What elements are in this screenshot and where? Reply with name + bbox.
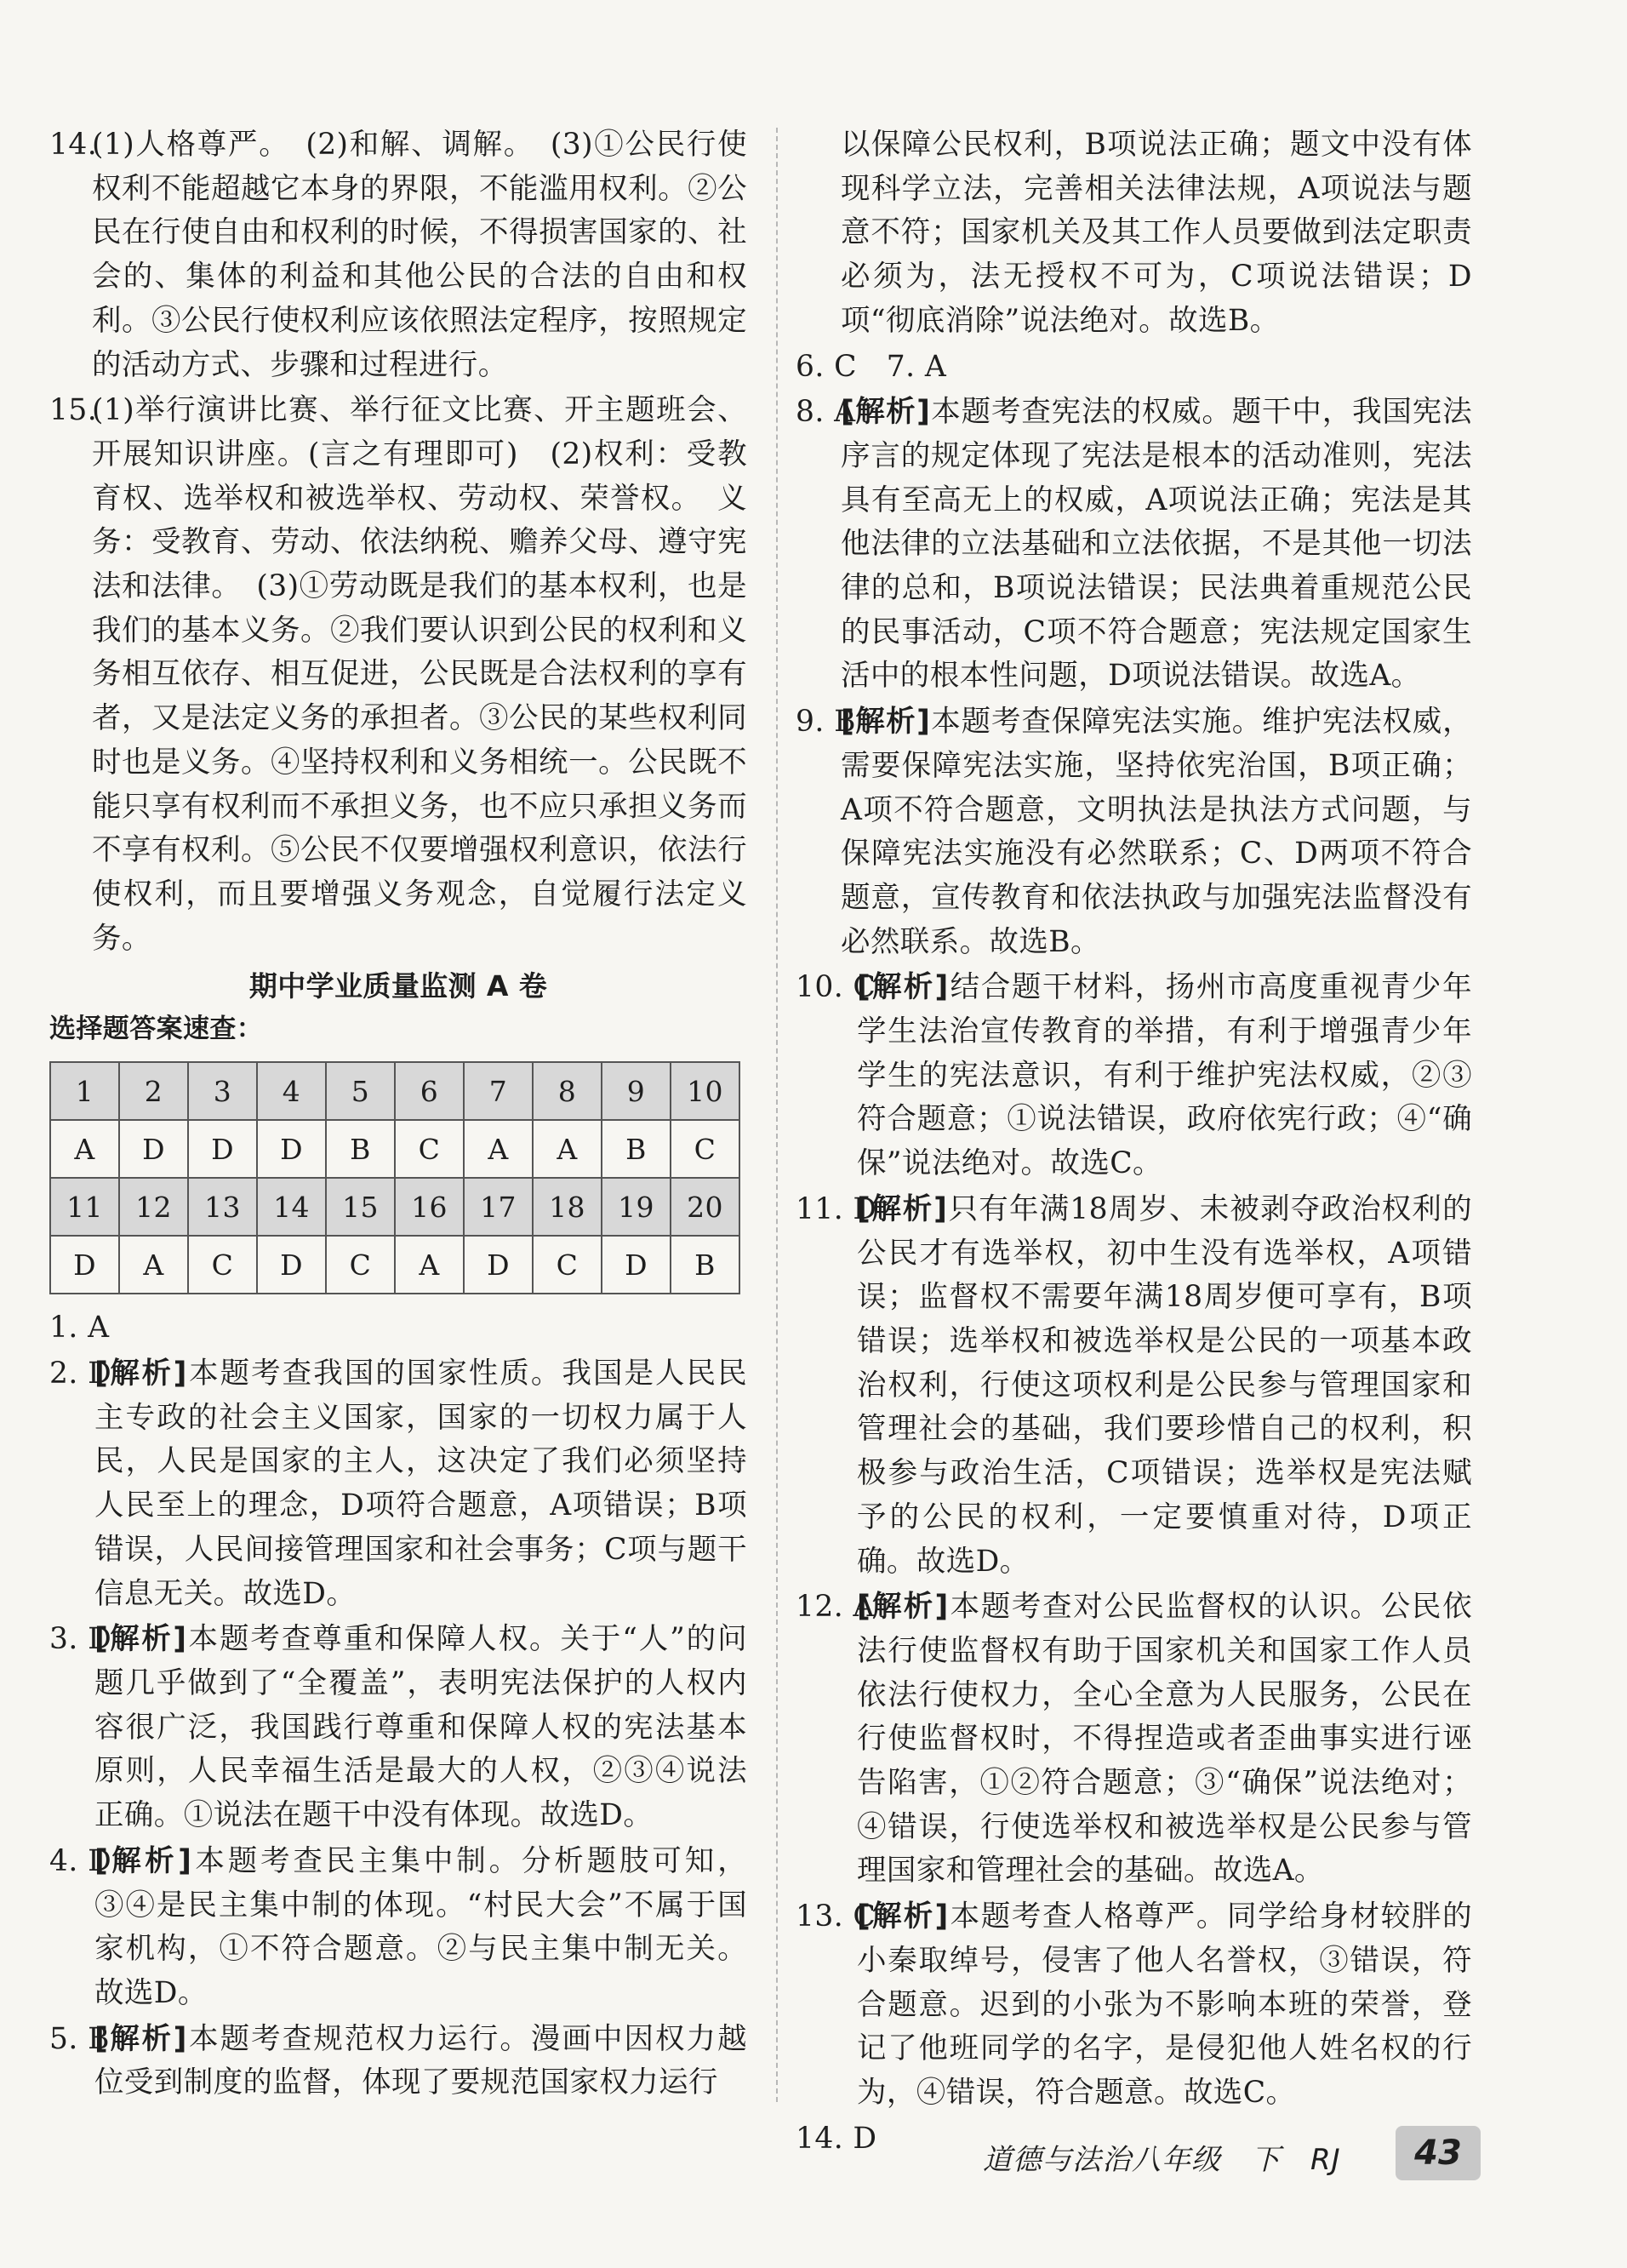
item-text: (1)举行演讲比赛、举行征文比赛、开主题班会、开展知识讲座。(言之有理即可) (2)权利：受教育权、选举权和被选举权、劳动权、荣誉权。 义务：受教育、劳动、依法纳税、赡养父母、遵守宪法和法律。 (3)①劳动既是我们的基本权利，也是我们的基本义务。②我们要认识到公民的权利和义务相互依存、相互促进，公民既是合法权利的享有者，又是法定义务的承担者。③公民的某些权利同时也是义务。④坚持权利和义务相统一。公民既不能只享有权利而不承担义务，也不应只承担义务而不享有权利。⑤公民不仅要增强权利意识，依法行使权利，而且要增强义务观念，自觉履行法定义务。 [92,393,747,956]
page-number: 43 [1396,2126,1481,2180]
table-cell: D [464,1236,533,1294]
answer-table [49,1061,740,1294]
table-cell: 13 [188,1178,257,1236]
table-cell: 1 [50,1062,119,1120]
answer-item-13 [796,1895,1472,2116]
table-cell: D [119,1120,188,1178]
item-text [857,1895,1472,2116]
item-text [857,1585,1472,1894]
table-cell: D [188,1120,257,1178]
answer-item-2 [49,1352,747,1616]
analysis-text: 本题考查我国的国家性质。我国是人民民主专政的社会主义国家，国家的一切权力属于人民，人民是国家的主人，这决定了我们必须坚持人民至上的理念，D项符合题意，A项错误；B项错误，人民间接管理国家和社会事务；C项与题干信息无关。故选D。 [94,1357,747,1611]
item-text [841,391,1472,699]
answer-item-14-right: 14. D [796,2121,877,2156]
table-cell: 20 [671,1178,739,1236]
answer-item-5 [49,2018,747,2105]
answer-item-11 [796,1188,1472,1584]
table-cell: B [602,1120,671,1178]
item-number: 4. D [49,1843,112,1878]
analysis-text: 本题考查规范权力运行。漫画中因权力越位受到制度的监督，体现了要规范国家权力运行 [94,2021,747,2100]
item-number: 10. C [796,970,876,1005]
table-cell: 6 [395,1062,464,1120]
table-cell: 4 [257,1062,326,1120]
item-text [94,2018,747,2105]
analysis-tag: [解析] [841,395,931,430]
table-cell: 3 [188,1062,257,1120]
answer-item-10 [796,966,1472,1186]
item-number: 13. C [796,1900,876,1934]
left-column [49,123,747,2107]
table-cell: C [671,1120,739,1178]
answer-item-14 [49,123,747,387]
analysis-tag: [解析] [857,1900,950,1934]
item-number: 14. [49,128,98,162]
answer-item-8 [796,391,1472,699]
table-cell: D [257,1236,326,1294]
table-cell: 8 [533,1062,602,1120]
table-cell: C [533,1236,602,1294]
item-number: 15. [49,393,98,428]
right-column [796,123,1472,2162]
table-cell: A [464,1120,533,1178]
table-cell: A [395,1236,464,1294]
item-number: 11. D [796,1191,877,1226]
table-cell: 17 [464,1178,533,1236]
table-cell: 16 [395,1178,464,1236]
table-cell: 18 [533,1178,602,1236]
table-cell: 11 [50,1178,119,1236]
item-text: 以保障公民权利，B项说法正确；题文中没有体现科学立法，完善相关法律法规，A项说法与题意不符；国家机关及其工作人员要做到法定职责必须为，法无授权不可为，C项说法错误；D项“彻底消除”说法绝对。故选B。 [841,128,1472,338]
table-cell: 15 [326,1178,395,1236]
table-row [50,1178,739,1236]
item-number: 2. D [49,1357,112,1391]
analysis-tag: [解析] [857,1191,948,1226]
analysis-text: 本题考查宪法的权威。题干中，我国宪法序言的规定体现了宪法是根本的活动准则，宪法具有至高无上的权威，A项说法正确；宪法是其他法律的立法基础和立法依据，不是其他一切法律的总和，B项说法错误；民法典着重规范公民的民事活动，C项不符合题意；宪法规定国家生活中的根本性问题，D项说法错误。故选A。 [841,395,1472,694]
analysis-text: 本题考查对公民监督权的认识。公民依法行使监督权有助于国家机关和国家工作人员依法行使权力，全心全意为人民服务，公民在行使监督权时，不得捏造或者歪曲事实进行诬告陷害，①②符合题意；③“确保”说法绝对；④错误，行使选举权和被选举权是公民参与管理国家和管理社会的基础。故选A。 [857,1590,1472,1888]
table-cell: A [533,1120,602,1178]
table-cell: D [257,1120,326,1178]
table-row [50,1236,739,1294]
table-cell: 7 [464,1062,533,1120]
analysis-text: 只有年满18周岁、未被剥夺政治权利的公民才有选举权，初中生没有选举权，A项错误；监督权不需要年满18周岁便可享有，B项错误；选举权和被选举权是公民的一项基本政治权利，行使这项权利是公民参与管理国家和管理社会的基础，我们要珍惜自己的权利，积极参与政治生活，C项错误；选举权是宪法赋予的公民的权利，一定要慎重对待，D项正确。故选D。 [857,1191,1472,1579]
column-divider [776,128,778,2102]
item-text: (1)人格尊严。 (2)和解、调解。 (3)①公民行使权利不能超越它本身的界限，不能滥用权利。②公民在行使自由和权利的时候，不得损害国家的、社会的、集体的利益和其他公民的合法的自由和权利。③公民行使权利应该依照法定程序，按照规定的活动方式、步骤和过程进行。 [92,128,747,382]
item-text [94,1352,747,1616]
table-cell: 10 [671,1062,739,1120]
table-row [50,1120,739,1178]
item-number: 12. A [796,1590,875,1625]
footer-subject: 道德与法治八年级 下 RJ [983,2143,1341,2177]
analysis-tag: [解析] [94,2021,188,2056]
answer-item-15 [49,389,747,961]
table-cell: B [326,1120,395,1178]
analysis-tag: [解析] [94,1843,192,1878]
item-text [841,700,1472,964]
answer-item-3 [49,1618,747,1838]
item-number: 8. A [796,395,856,430]
table-cell: B [671,1236,739,1294]
answer-item-6-7: 6. C 7. A [796,349,947,384]
analysis-tag: [解析] [94,1622,188,1657]
analysis-text: 本题考查尊重和保障人权。关于“人”的问题几乎做到了“全覆盖”，表明宪法保护的人权内容很广泛，我国践行尊重和保障人权的宪法基本原则，人民幸福生活是最大的人权，②③④说法正确。①说法在题干中没有体现。故选D。 [94,1622,747,1833]
table-cell: C [326,1236,395,1294]
analysis-tag: [解析] [857,1590,950,1625]
table-cell: 5 [326,1062,395,1120]
table-cell: 2 [119,1062,188,1120]
analysis-tag: [解析] [841,705,931,740]
table-cell: D [50,1236,119,1294]
analysis-text: 本题考查保障宪法实施。维护宪法权威，需要保障宪法实施，坚持依宪治国，B项正确；A项不符合题意，文明执法是执法方式问题，与保障宪法实施没有必然联系；C、D两项不符合题意，宣传教育和依法执政与加强宪法监督没有必然联系。故选B。 [841,705,1472,959]
answer-item-12 [796,1585,1472,1894]
table-cell: 14 [257,1178,326,1236]
table-cell: A [50,1120,119,1178]
item-text [94,1840,747,2016]
table-cell: A [119,1236,188,1294]
analysis-text: 结合题干材料，扬州市高度重视青少年学生法治宣传教育的举措，有利于增强青少年学生的宪法意识，有利于维护宪法权威，②③符合题意；①说法错误，政府依宪行政；④“确保”说法绝对。故选C。 [857,970,1472,1181]
table-cell: 9 [602,1062,671,1120]
answer-item-9 [796,700,1472,964]
answer-item-5-continued [796,123,1472,344]
table-cell: C [188,1236,257,1294]
answer-item-1: 1. A [49,1311,110,1345]
item-number: 3. D [49,1622,112,1657]
section-title: 期中学业质量监测 A 卷 [248,969,548,1003]
analysis-tag: [解析] [94,1357,188,1391]
item-number: 9. B [796,705,856,740]
table-row [50,1062,739,1120]
table-cell: 19 [602,1178,671,1236]
answer-key-title: 选择题答案速查： [49,1014,264,1045]
table-cell: D [602,1236,671,1294]
item-text [857,1188,1472,1584]
item-text [94,1618,747,1838]
table-cell: 12 [119,1178,188,1236]
analysis-text: 本题考查人格尊严。同学给身材较胖的小秦取绰号，侵害了他人名誉权，③错误，符合题意。迟到的小张为不影响本班的荣誉，登记了他班同学的名字，是侵犯他人姓名权的行为，④错误，符合题意。故选C。 [857,1900,1472,2110]
table-cell: C [395,1120,464,1178]
analysis-text: 本题考查民主集中制。分析题肢可知，③④是民主集中制的体现。“村民大会”不属于国家机构，①不符合题意。②与民主集中制无关。故选D。 [94,1843,747,2010]
item-text [857,966,1472,1186]
analysis-tag: [解析] [857,970,950,1005]
item-indent [796,123,841,344]
answer-item-4 [49,1840,747,2016]
item-number: 5. B [49,2021,110,2056]
